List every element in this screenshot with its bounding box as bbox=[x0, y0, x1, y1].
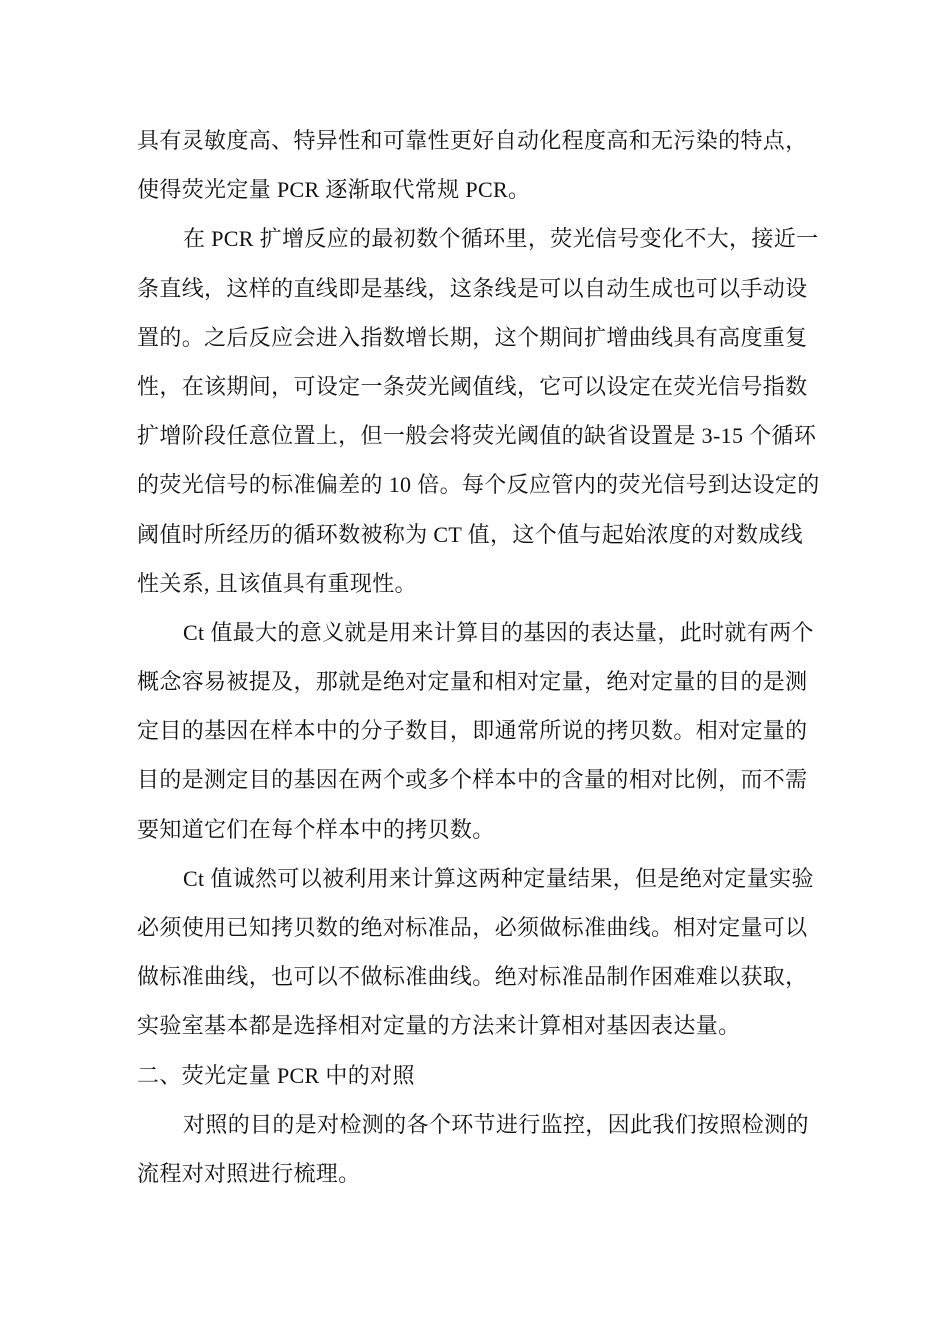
paragraph-sensitivity-continued bbox=[137, 116, 822, 214]
text-line: 要知道它们在每个样本中的拷贝数。 bbox=[137, 816, 495, 842]
text-line: 必须使用已知拷贝数的绝对标准品，必须做标准曲线。相对定量可以 bbox=[137, 915, 808, 940]
text-line: 定目的基因在样本中的分子数目，即通常所说的拷贝数。相对定量的 bbox=[137, 718, 808, 744]
text-line: 置的。之后反应会进入指数增长期，这个期间扩增曲线具有高度重复 bbox=[137, 324, 808, 350]
paragraph-ct-quantification bbox=[137, 854, 822, 1051]
document-body bbox=[137, 116, 822, 1198]
text-line: 实验室基本都是选择相对定量的方法来计算相对基因表达量。 bbox=[137, 1013, 741, 1039]
text-line: 使得荧光定量 PCR 逐渐取代常规 PCR。 bbox=[137, 177, 531, 203]
text-line: 对照的目的是对检测的各个环节进行监控，因此我们按照检测的 bbox=[183, 1111, 809, 1137]
text-line: 条直线，这样的直线即是基线，这条线是可以自动生成也可以手动设 bbox=[137, 275, 808, 301]
text-line: 概念容易被提及，那就是绝对定量和相对定量，绝对定量的目的是测 bbox=[137, 669, 808, 695]
section-heading: 二、荧光定量 PCR 中的对照 bbox=[137, 1062, 415, 1088]
text-line: 性关系, 且该值具有重现性。 bbox=[137, 570, 417, 596]
text-line: 的荧光信号的标准偏差的 10 倍。每个反应管内的荧光信号到达设定的 bbox=[137, 472, 820, 498]
text-line: 在 PCR 扩增反应的最初数个循环里，荧光信号变化不大，接近一 bbox=[183, 226, 819, 252]
text-line: 阈值时所经历的循环数被称为 CT 值，这个值与起始浓度的对数成线 bbox=[137, 521, 803, 547]
text-line: Ct 值诚然可以被利用来计算这两种定量结果，但是绝对定量实验 bbox=[183, 865, 814, 891]
section-heading-controls bbox=[137, 1051, 822, 1100]
paragraph-controls-purpose bbox=[137, 1100, 822, 1198]
paragraph-baseline-threshold bbox=[137, 214, 822, 608]
text-line: 性，在该期间，可设定一条荧光阈值线，它可以设定在荧光信号指数 bbox=[137, 373, 808, 399]
text-line: 目的是测定目的基因在两个或多个样本中的含量的相对比例，而不需 bbox=[137, 767, 808, 793]
text-line: 扩增阶段任意位置上，但一般会将荧光阈值的缺省设置是 3-15 个循环 bbox=[137, 423, 817, 449]
text-line: 流程对对照进行梳理。 bbox=[137, 1160, 361, 1186]
text-line: Ct 值最大的意义就是用来计算目的基因的表达量，此时就有两个 bbox=[183, 619, 814, 645]
text-line: 做标准曲线，也可以不做标准曲线。绝对标准品制作困难难以获取， bbox=[137, 964, 808, 990]
paragraph-ct-meaning bbox=[137, 608, 822, 854]
text-line: 具有灵敏度高、特异性和可靠性更好自动化程度高和无污染的特点， bbox=[137, 128, 808, 153]
